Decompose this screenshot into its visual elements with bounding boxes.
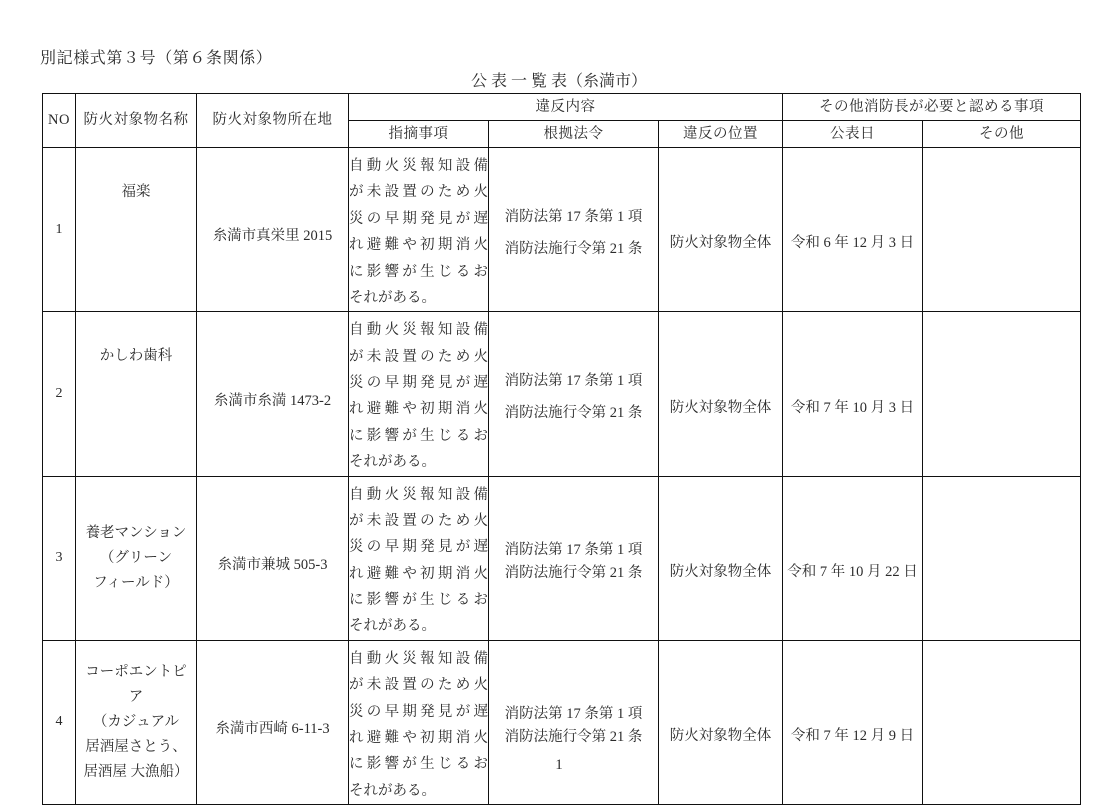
pointed-out-line: に影響が生じるお: [349, 263, 488, 280]
building-name-line: （カジュアル: [92, 713, 180, 730]
legal-basis-line: 消防法施行令第 21 条: [504, 241, 643, 258]
cell-others: [923, 476, 1081, 640]
cell-legal-basis: [489, 312, 659, 476]
table-row: [43, 476, 1081, 640]
header-building-name: 防火対象物名称: [76, 94, 197, 148]
form-number: 別記様式第３号（第６条関係）: [40, 50, 273, 67]
cell-legal-basis: [489, 640, 659, 804]
pointed-out-line: れ避難や初期消火: [349, 565, 488, 582]
pointed-out-line: 災の早期発見が遅: [349, 375, 488, 391]
pointed-out-line: れ避難や初期消火: [349, 401, 488, 418]
legal-basis-line: 消防法施行令第 21 条: [504, 729, 643, 746]
pointed-out-line: 災の早期発見が遅: [349, 703, 488, 720]
header-pointed-out: 指摘事項: [349, 121, 489, 148]
pointed-out-line: が未設置のため火: [349, 677, 488, 694]
table-row: [43, 640, 1081, 804]
legal-basis-line: 消防法第 17 条第 1 項: [504, 705, 643, 722]
pointed-out-line: 自動火災報知設備: [349, 486, 488, 503]
cell-no: 4: [43, 640, 76, 804]
table-row: [43, 312, 1081, 476]
pointed-out-line: 自動火災報知設備: [349, 322, 488, 339]
cell-publication-date: 令和 7 年 10 月 3 日: [783, 312, 923, 476]
legal-basis-line: 消防法施行令第 21 条: [504, 405, 643, 422]
cell-legal-basis: [489, 148, 659, 312]
cell-pointed-out: [349, 312, 489, 476]
cell-publication-date: 令和 6 年 12 月 3 日: [783, 148, 923, 312]
cell-publication-date: 令和 7 年 10 月 22 日: [783, 476, 923, 640]
cell-building-name: [76, 312, 197, 476]
pointed-out-line: 自動火災報知設備: [349, 650, 488, 667]
cell-pointed-out: [349, 148, 489, 312]
pointed-out-line: に影響が生じるお: [349, 756, 488, 773]
legal-basis-line: 消防法第 17 条第 1 項: [504, 541, 643, 558]
cell-building-address: 糸満市西崎 6-11-3: [197, 640, 349, 804]
cell-building-address: 糸満市糸満 1473-2: [197, 312, 349, 476]
cell-violation-location: 防火対象物全体: [659, 312, 783, 476]
publication-table: [42, 93, 1081, 805]
building-name-line: （グリーン: [99, 549, 173, 566]
building-name-line: かしわ歯科: [99, 348, 173, 365]
header-violation-location: 違反の位置: [659, 121, 783, 148]
table-header: [43, 94, 1081, 148]
cell-building-name: [76, 148, 197, 312]
header-publication-date: 公表日: [783, 121, 923, 148]
cell-violation-location: 防火対象物全体: [659, 640, 783, 804]
publication-table-wrapper: [42, 93, 1080, 799]
page-number: 1: [555, 757, 563, 773]
cell-violation-location: 防火対象物全体: [659, 148, 783, 312]
pointed-out-line: が未設置のため火: [349, 184, 488, 201]
header-violation-group: 違反内容: [349, 94, 783, 121]
cell-no: 3: [43, 476, 76, 640]
cell-legal-basis: [489, 476, 659, 640]
building-name-line: 福楽: [121, 184, 151, 201]
pointed-out-line: 災の早期発見が遅: [349, 210, 488, 227]
header-no: NO: [43, 94, 76, 148]
cell-others: [923, 640, 1081, 804]
pointed-out-line: それがある。: [349, 454, 436, 471]
cell-pointed-out: [349, 476, 489, 640]
pointed-out-line: それがある。: [349, 289, 436, 306]
table-row: [43, 148, 1081, 312]
cell-no: 2: [43, 312, 76, 476]
building-name-line: フィールド）: [93, 574, 179, 591]
cell-others: [923, 148, 1081, 312]
cell-building-name: [76, 476, 197, 640]
table-body: [43, 148, 1081, 805]
header-building-address: 防火対象物所在地: [197, 94, 349, 148]
building-name-line: 居酒屋 大漁船）: [83, 763, 189, 780]
pointed-out-line: れ避難や初期消火: [349, 729, 488, 746]
legal-basis-line: 消防法第 17 条第 1 項: [504, 208, 643, 225]
header-other-group: その他消防長が必要と認める事項: [783, 94, 1081, 121]
pointed-out-line: 災の早期発見が遅: [349, 539, 488, 556]
cell-building-name: [76, 640, 197, 804]
header-row-top: [43, 94, 1081, 121]
cell-building-address: 糸満市兼城 505-3: [197, 476, 349, 640]
cell-others: [923, 312, 1081, 476]
pointed-out-line: それがある。: [349, 618, 436, 635]
cell-no: 1: [43, 148, 76, 312]
building-name-line: コーポエントピ: [85, 664, 187, 681]
header-others: その他: [923, 121, 1081, 148]
pointed-out-line: が未設置のため火: [349, 512, 488, 529]
pointed-out-line: が未設置のため火: [349, 348, 488, 365]
cell-building-address: 糸満市真栄里 2015: [197, 148, 349, 312]
page-title: 公 表 一 覧 表（糸満市）: [470, 73, 647, 90]
building-name-line: ア: [128, 688, 144, 705]
pointed-out-line: に影響が生じるお: [349, 427, 488, 444]
header-legal-basis: 根拠法令: [489, 121, 659, 148]
pointed-out-line: れ避難や初期消火: [349, 237, 488, 254]
cell-pointed-out: [349, 640, 489, 804]
pointed-out-line: それがある。: [349, 782, 436, 799]
cell-violation-location: 防火対象物全体: [659, 476, 783, 640]
building-name-line: 居酒屋さとう、: [85, 738, 187, 755]
cell-publication-date: 令和 7 年 12 月 9 日: [783, 640, 923, 804]
pointed-out-line: に影響が生じるお: [349, 592, 488, 608]
legal-basis-line: 消防法第 17 条第 1 項: [504, 372, 643, 389]
building-name-line: 養老マンション: [85, 524, 187, 541]
pointed-out-line: 自動火災報知設備: [349, 158, 488, 174]
legal-basis-line: 消防法施行令第 21 条: [504, 565, 643, 582]
